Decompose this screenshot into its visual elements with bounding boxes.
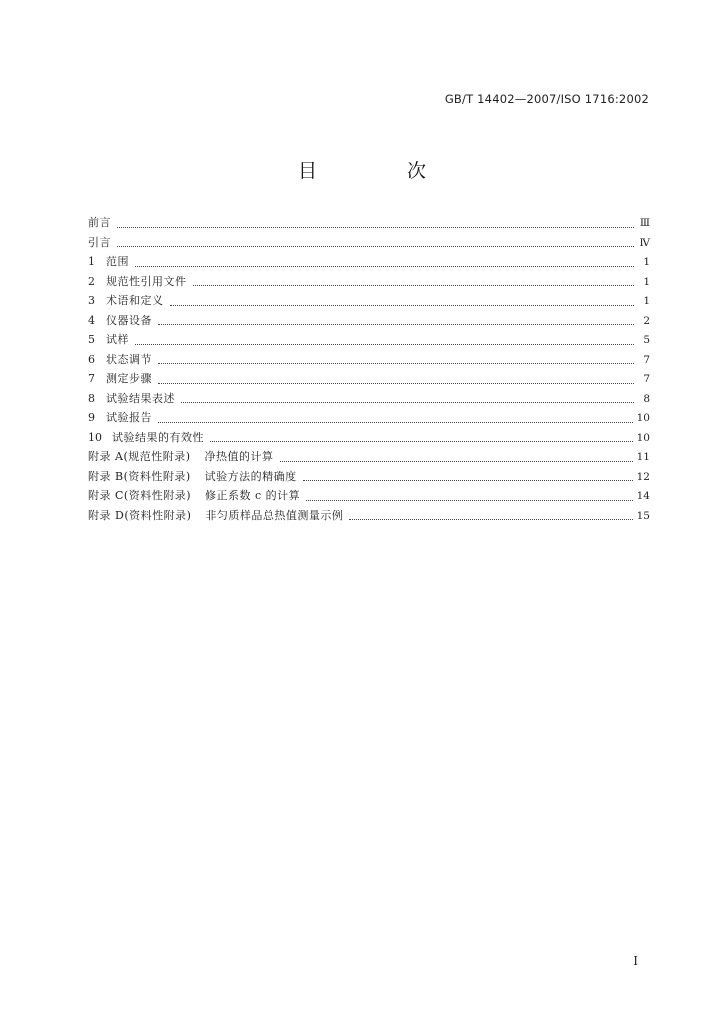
entry-title: 试样	[106, 333, 129, 346]
dot-leader	[181, 401, 634, 403]
dot-leader	[158, 362, 634, 364]
entry-page: 10	[636, 431, 650, 444]
entry-title: 附录 D(资料性附录)	[88, 508, 192, 522]
entry-title: 术语和定义	[106, 294, 164, 307]
entry-number: 4	[88, 313, 95, 327]
entry-title: 引言	[88, 235, 111, 249]
toc-entry-2[interactable]	[88, 272, 650, 292]
dot-leader	[117, 226, 634, 228]
entry-number: 6	[88, 352, 95, 366]
entry-number: 8	[88, 391, 95, 405]
entry-title: 范围	[106, 255, 129, 268]
toc-entry-9[interactable]	[88, 408, 650, 428]
entry-subtitle: 净热值的计算	[204, 450, 274, 463]
table-of-contents	[88, 213, 650, 525]
entry-title: 测定步骤	[106, 372, 152, 385]
dot-leader	[158, 382, 634, 384]
toc-entry-annex-a[interactable]	[88, 447, 650, 467]
entry-title: 附录 A(规范性附录)	[88, 450, 191, 463]
dot-leader	[280, 460, 633, 462]
dot-leader	[210, 440, 633, 442]
dot-leader	[349, 518, 632, 520]
dot-leader	[135, 343, 634, 345]
toc-entry-6[interactable]	[88, 350, 650, 370]
toc-entry-foreword[interactable]	[88, 213, 650, 233]
entry-page: 5	[643, 334, 650, 346]
dot-leader	[170, 304, 635, 306]
entry-page: 1	[643, 275, 650, 288]
toc-entry-introduction[interactable]	[88, 233, 650, 253]
entry-page: 1	[643, 256, 650, 268]
entry-title: 试验结果的有效性	[112, 430, 204, 444]
entry-page: 7	[643, 353, 650, 366]
entry-number: 3	[88, 294, 95, 307]
dot-leader	[306, 499, 632, 501]
entry-page: Ⅳ	[639, 236, 650, 249]
dot-leader	[117, 245, 634, 247]
entry-title: 状态调节	[106, 352, 152, 366]
entry-number: 5	[88, 333, 95, 346]
entry-title: 附录 C(资料性附录)	[88, 489, 191, 502]
entry-page: 15	[636, 509, 650, 522]
entry-title: 前言	[88, 216, 111, 229]
entry-title: 试验结果表述	[106, 391, 175, 405]
dot-leader	[158, 323, 634, 325]
toc-entry-3[interactable]	[88, 291, 650, 311]
entry-page: 1	[643, 295, 650, 307]
entry-number: 2	[88, 274, 95, 288]
entry-page: 8	[643, 392, 650, 405]
toc-entry-annex-c[interactable]	[88, 486, 650, 506]
toc-entry-8[interactable]	[88, 389, 650, 409]
entry-number: 7	[88, 372, 95, 385]
standard-code: GB/T 14402—2007/ISO 1716:2002	[444, 92, 649, 106]
toc-title: 目 次	[297, 160, 469, 182]
entry-title: 附录 B(资料性附录)	[88, 469, 191, 483]
page-number: I	[633, 954, 638, 968]
toc-entry-5[interactable]	[88, 330, 650, 350]
toc-entry-1[interactable]	[88, 252, 650, 272]
entry-number: 10	[88, 430, 102, 444]
toc-entry-annex-b[interactable]	[88, 467, 650, 487]
toc-entry-10[interactable]	[88, 428, 650, 448]
entry-title: 试验报告	[106, 411, 152, 424]
dot-leader	[135, 265, 634, 267]
entry-page: 2	[643, 314, 650, 327]
entry-page: 11	[636, 451, 650, 463]
toc-entry-4[interactable]	[88, 311, 650, 331]
toc-entry-annex-d[interactable]	[88, 506, 650, 526]
entry-page: Ⅲ	[639, 217, 650, 229]
dot-leader	[158, 421, 633, 423]
dot-leader	[303, 479, 633, 481]
dot-leader	[193, 284, 635, 286]
entry-subtitle: 试验方法的精确度	[204, 469, 297, 483]
entry-title: 规范性引用文件	[106, 274, 187, 288]
entry-subtitle: 非匀质样品总热值测量示例	[205, 508, 344, 522]
entry-number: 9	[88, 411, 95, 424]
entry-page: 7	[643, 373, 650, 385]
toc-entry-7[interactable]	[88, 369, 650, 389]
entry-title: 仪器设备	[106, 313, 152, 327]
entry-page: 12	[636, 470, 650, 483]
entry-number: 1	[88, 255, 95, 268]
entry-subtitle: 修正系数 c 的计算	[205, 489, 301, 502]
entry-page: 10	[636, 412, 650, 424]
entry-page: 14	[636, 490, 650, 502]
